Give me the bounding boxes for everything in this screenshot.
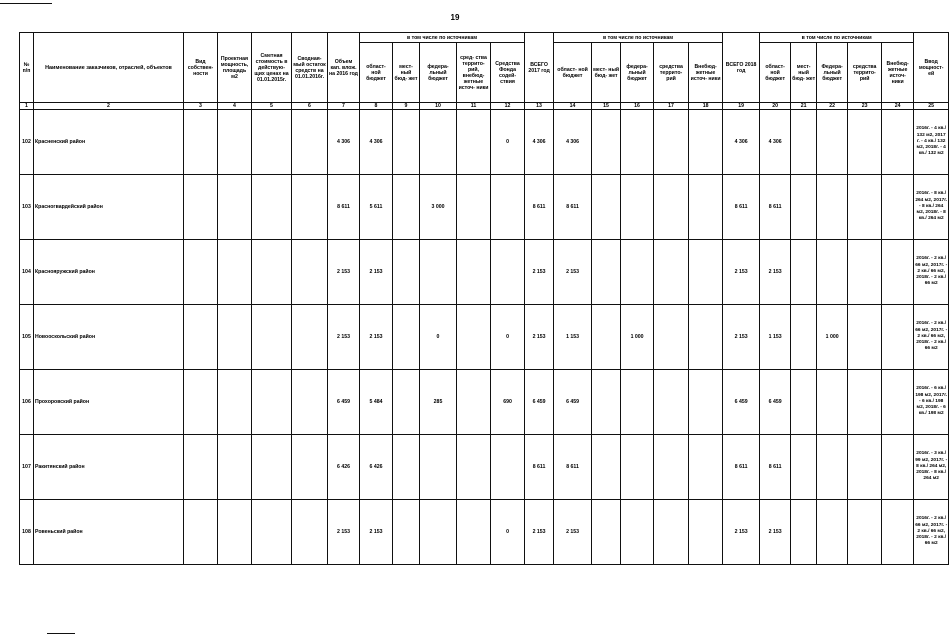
value-cell: 8 611: [554, 435, 592, 500]
value-cell: 285: [420, 370, 457, 435]
value-cell: [689, 435, 723, 500]
extra-2018-header: Внебюд- жетные источ- ники: [882, 43, 914, 103]
estimate-cell: [252, 175, 292, 240]
capital-investment-table: [19, 32, 949, 565]
value-cell: 6 426: [328, 435, 360, 500]
column-number: 5: [252, 103, 292, 110]
value-cell: [689, 110, 723, 175]
column-number: 3: [184, 103, 218, 110]
value-cell: [882, 240, 914, 305]
federal-budget-header: федера- льный бюджет: [420, 43, 457, 103]
value-cell: [457, 435, 491, 500]
column-number: 13: [525, 103, 554, 110]
value-cell: [817, 240, 848, 305]
column-number: 12: [491, 103, 525, 110]
capacity-cell: [218, 435, 252, 500]
value-cell: 2 153: [760, 500, 791, 565]
value-cell: [882, 500, 914, 565]
value-cell: 8 611: [328, 175, 360, 240]
value-cell: 2 153: [328, 500, 360, 565]
value-cell: [457, 175, 491, 240]
row-index: 102: [20, 110, 34, 175]
value-cell: 4 306: [360, 110, 393, 175]
federal-budget-2018-header: Федера- льный бюджет: [817, 43, 848, 103]
value-cell: 4 306: [554, 110, 592, 175]
column-number: 19: [723, 103, 760, 110]
value-cell: [592, 370, 621, 435]
value-cell: [654, 110, 689, 175]
bottom-rule: [47, 633, 75, 634]
top-rule: [0, 3, 52, 4]
capacity-cell: [218, 305, 252, 370]
value-cell: 4 306: [328, 110, 360, 175]
total-2018-header: ВСЕГО 2018 год: [723, 33, 760, 103]
remainder-cell: [292, 370, 328, 435]
value-cell: 2 153: [554, 240, 592, 305]
remainder-cell: [292, 500, 328, 565]
value-cell: 2 153: [554, 500, 592, 565]
value-cell: [848, 240, 882, 305]
row-index: 103: [20, 175, 34, 240]
value-cell: 1 000: [817, 305, 848, 370]
value-cell: [817, 435, 848, 500]
col-num-header: № п/п: [20, 33, 34, 103]
value-cell: [882, 110, 914, 175]
value-cell: [791, 370, 817, 435]
table-row: [20, 175, 949, 240]
column-number: 9: [393, 103, 420, 110]
fund-header: Средства Фонда содей- ствия: [491, 43, 525, 103]
ownership-cell: [184, 240, 218, 305]
column-number: 14: [554, 103, 592, 110]
col-name-header: Наименование заказчиков, отраслей, объектов: [34, 33, 184, 103]
value-cell: 690: [491, 370, 525, 435]
ownership-cell: [184, 110, 218, 175]
value-cell: 4 306: [760, 110, 791, 175]
value-cell: [420, 500, 457, 565]
col-remainder-header: Сводная- мый остаток средств на 01.01.2016г.: [292, 33, 328, 103]
value-cell: [689, 305, 723, 370]
commissioning-cell: 2016г. - 8 кв./ 264 м2, 2017г. - 8 кв./ 264 м2, 2018г. - 8 кв./ 264 м2: [914, 175, 949, 240]
value-cell: 8 611: [760, 435, 791, 500]
column-number: 8: [360, 103, 393, 110]
capacity-cell: [218, 110, 252, 175]
value-cell: 4 306: [723, 110, 760, 175]
remainder-cell: [292, 435, 328, 500]
value-cell: 2 153: [723, 240, 760, 305]
column-number: 25: [914, 103, 949, 110]
value-cell: 8 611: [760, 175, 791, 240]
commissioning-cell: 2016г. - 2 кв./ 66 м2, 2017г. - 2 кв./ 66 м2, 2018г. - 2 кв./ 66 м2: [914, 240, 949, 305]
total-2017-header: ВСЕГО 2017 год: [525, 33, 554, 103]
value-cell: 2 153: [723, 500, 760, 565]
value-cell: [621, 435, 654, 500]
row-index: 108: [20, 500, 34, 565]
value-cell: [457, 240, 491, 305]
value-cell: [791, 500, 817, 565]
value-cell: 8 611: [525, 435, 554, 500]
value-cell: [848, 305, 882, 370]
value-cell: [621, 500, 654, 565]
estimate-cell: [252, 435, 292, 500]
remainder-cell: [292, 305, 328, 370]
district-name: Ракитянский район: [34, 435, 184, 500]
value-cell: [457, 370, 491, 435]
extra-2017-header: Внебюд- жетные источ- ники: [689, 43, 723, 103]
value-cell: [621, 370, 654, 435]
value-cell: [621, 240, 654, 305]
territorial-extra-header: сред- ства террито- рий, внебюд- жетные источ- ники: [457, 43, 491, 103]
column-number: 1: [20, 103, 34, 110]
value-cell: 8 611: [525, 175, 554, 240]
value-cell: [848, 500, 882, 565]
local-budget-2018-header: мест- ный бюд- жет: [791, 43, 817, 103]
value-cell: [817, 175, 848, 240]
commissioning-cell: 2016г. - 2 кв./ 66 м2, 2017г. - 2 кв./ 66 м2, 2018г. - 2 кв./ 66 м2: [914, 500, 949, 565]
value-cell: [791, 175, 817, 240]
sources-group-2018: в том числе по источникам: [760, 33, 914, 43]
value-cell: 2 153: [360, 305, 393, 370]
value-cell: 2 153: [360, 500, 393, 565]
capacity-cell: [218, 500, 252, 565]
ownership-cell: [184, 305, 218, 370]
territorial-2018-header: средства террито- рий: [848, 43, 882, 103]
value-cell: [457, 500, 491, 565]
ownership-cell: [184, 500, 218, 565]
value-cell: [848, 175, 882, 240]
value-cell: 2 153: [525, 500, 554, 565]
value-cell: [420, 435, 457, 500]
value-cell: [882, 370, 914, 435]
value-cell: [817, 500, 848, 565]
value-cell: [817, 110, 848, 175]
column-number: 11: [457, 103, 491, 110]
value-cell: [654, 370, 689, 435]
column-number-row: [20, 103, 949, 110]
column-number: 6: [292, 103, 328, 110]
table-row: [20, 240, 949, 305]
value-cell: 6 459: [525, 370, 554, 435]
value-cell: [393, 500, 420, 565]
value-cell: [882, 175, 914, 240]
regional-budget-header: област- ной бюджет: [360, 43, 393, 103]
remainder-cell: [292, 240, 328, 305]
value-cell: 0: [491, 500, 525, 565]
regional-budget-2017-header: област- ной бюджет: [554, 43, 592, 103]
estimate-cell: [252, 110, 292, 175]
federal-budget-2017-header: федера- льный бюджет: [621, 43, 654, 103]
value-cell: 6 459: [554, 370, 592, 435]
estimate-cell: [252, 370, 292, 435]
value-cell: 1 153: [554, 305, 592, 370]
column-number: 18: [689, 103, 723, 110]
commissioning-cell: 2016г. - 6 кв./ 198 м2, 2017г. - 6 кв./ 198 м2, 2018г. - 6 кв./ 198 м2: [914, 370, 949, 435]
value-cell: [689, 370, 723, 435]
column-number: 15: [592, 103, 621, 110]
column-number: 16: [621, 103, 654, 110]
value-cell: 6 426: [360, 435, 393, 500]
value-cell: [654, 305, 689, 370]
value-cell: 8 611: [723, 175, 760, 240]
value-cell: [848, 370, 882, 435]
commissioning-cell: 2016г. - 2 кв./ 66 м2, 2017г. - 2 кв./ 66 м2, 2018г. - 2 кв./ 66 м2: [914, 305, 949, 370]
value-cell: [393, 240, 420, 305]
value-cell: [654, 240, 689, 305]
table-row: [20, 110, 949, 175]
value-cell: [791, 110, 817, 175]
value-cell: [592, 435, 621, 500]
district-name: Краснояружский район: [34, 240, 184, 305]
value-cell: [420, 240, 457, 305]
row-index: 104: [20, 240, 34, 305]
value-cell: [848, 435, 882, 500]
value-cell: 8 611: [723, 435, 760, 500]
local-budget-2017-header: мест- ный бюд- жет: [592, 43, 621, 103]
value-cell: [654, 500, 689, 565]
value-cell: [621, 175, 654, 240]
value-cell: 6 459: [723, 370, 760, 435]
district-name: Красногвардейский район: [34, 175, 184, 240]
value-cell: [457, 110, 491, 175]
value-cell: 2 153: [525, 305, 554, 370]
regional-budget-2018-header: област- ной бюджет: [760, 43, 791, 103]
value-cell: 8 611: [554, 175, 592, 240]
column-number: 22: [817, 103, 848, 110]
value-cell: [457, 305, 491, 370]
value-cell: [592, 110, 621, 175]
ownership-cell: [184, 175, 218, 240]
commissioning-header: Ввод мощност- ей: [914, 33, 949, 103]
estimate-cell: [252, 240, 292, 305]
value-cell: 2 153: [328, 305, 360, 370]
value-cell: 6 459: [328, 370, 360, 435]
column-number: 21: [791, 103, 817, 110]
col-volume-header: Объем кап. влож. на 2016 год: [328, 33, 360, 103]
value-cell: 6 459: [760, 370, 791, 435]
column-number: 17: [654, 103, 689, 110]
commissioning-cell: 2016г. - 3 кв./ 99 м2, 2017г. - 8 кв./ 264 м2, 2018г. - 8 кв./ 264 м2: [914, 435, 949, 500]
capacity-cell: [218, 240, 252, 305]
column-number: 4: [218, 103, 252, 110]
value-cell: 2 153: [760, 240, 791, 305]
value-cell: [621, 110, 654, 175]
value-cell: 4 306: [525, 110, 554, 175]
value-cell: [689, 500, 723, 565]
column-number: 2: [34, 103, 184, 110]
value-cell: [420, 110, 457, 175]
table-row: [20, 435, 949, 500]
value-cell: [882, 305, 914, 370]
column-number: 7: [328, 103, 360, 110]
table-row: [20, 500, 949, 565]
column-number: 20: [760, 103, 791, 110]
value-cell: [393, 370, 420, 435]
local-budget-header: мест- ный бюд- жет: [393, 43, 420, 103]
value-cell: [491, 240, 525, 305]
value-cell: [848, 110, 882, 175]
value-cell: [882, 435, 914, 500]
remainder-cell: [292, 175, 328, 240]
sources-group-2017: в том числе по источникам: [554, 33, 723, 43]
row-index: 105: [20, 305, 34, 370]
col-estimate-header: Сметная стоимость в действую- щих ценах на 01.01.2015г.: [252, 33, 292, 103]
territorial-2017-header: средства террито- рий: [654, 43, 689, 103]
value-cell: [393, 435, 420, 500]
value-cell: [393, 175, 420, 240]
row-index: 107: [20, 435, 34, 500]
value-cell: 3 000: [420, 175, 457, 240]
value-cell: [689, 240, 723, 305]
value-cell: 2 153: [723, 305, 760, 370]
value-cell: [654, 175, 689, 240]
value-cell: 5 611: [360, 175, 393, 240]
table-row: [20, 305, 949, 370]
district-name: Красненский район: [34, 110, 184, 175]
sources-group-2016: в том числе по источникам: [360, 33, 525, 43]
estimate-cell: [252, 305, 292, 370]
value-cell: [791, 305, 817, 370]
value-cell: [654, 435, 689, 500]
value-cell: [491, 435, 525, 500]
value-cell: [689, 175, 723, 240]
value-cell: [791, 240, 817, 305]
district-name: Новооскольский район: [34, 305, 184, 370]
value-cell: 2 153: [525, 240, 554, 305]
value-cell: [817, 370, 848, 435]
value-cell: [491, 175, 525, 240]
value-cell: [592, 240, 621, 305]
value-cell: [393, 305, 420, 370]
value-cell: 0: [491, 305, 525, 370]
commissioning-cell: 2016г. - 4 кв./ 132 м2, 2017 г. - 4 кв./ 132 м2, 2018г. - 4 кв./ 132 м2: [914, 110, 949, 175]
value-cell: 5 484: [360, 370, 393, 435]
value-cell: 1 153: [760, 305, 791, 370]
value-cell: 0: [420, 305, 457, 370]
value-cell: 2 153: [360, 240, 393, 305]
district-name: Ровеньский район: [34, 500, 184, 565]
page-number: 19: [450, 13, 460, 22]
value-cell: [592, 305, 621, 370]
remainder-cell: [292, 110, 328, 175]
value-cell: [393, 110, 420, 175]
ownership-cell: [184, 435, 218, 500]
value-cell: [592, 500, 621, 565]
capacity-cell: [218, 370, 252, 435]
capacity-cell: [218, 175, 252, 240]
column-number: 10: [420, 103, 457, 110]
column-number: 23: [848, 103, 882, 110]
table-row: [20, 370, 949, 435]
row-index: 106: [20, 370, 34, 435]
estimate-cell: [252, 500, 292, 565]
col-capacity-header: Проектная мощность, площадь м2: [218, 33, 252, 103]
ownership-cell: [184, 370, 218, 435]
district-name: Прохоровский район: [34, 370, 184, 435]
value-cell: 0: [491, 110, 525, 175]
value-cell: 2 153: [328, 240, 360, 305]
column-number: 24: [882, 103, 914, 110]
value-cell: 1 000: [621, 305, 654, 370]
col-ownership-header: Вид собствен- ности: [184, 33, 218, 103]
value-cell: [791, 435, 817, 500]
value-cell: [592, 175, 621, 240]
